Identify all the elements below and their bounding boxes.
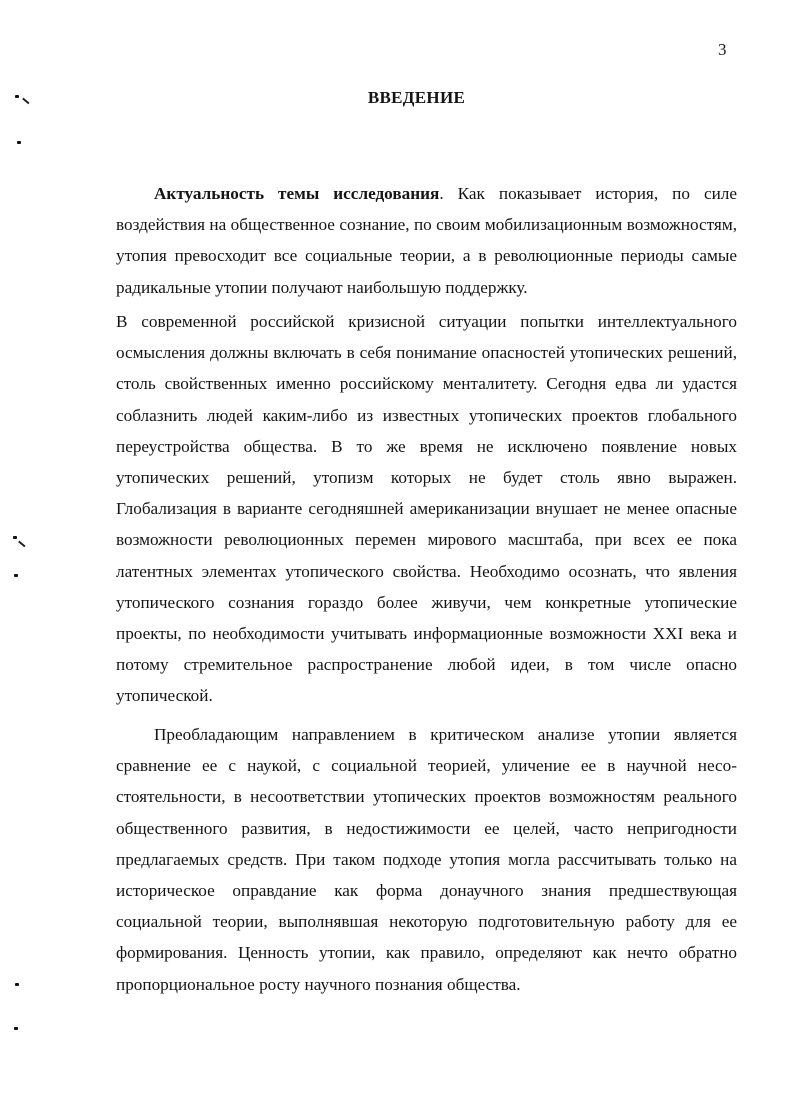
page-title: ВВЕДЕНИЕ xyxy=(367,88,466,107)
paragraph-critical-analysis xyxy=(116,719,737,1000)
scan-mark xyxy=(18,541,25,547)
paragraph-text: . Как показывает история, по силе воздействия на общественное сознание, по своим мобилизационным возможностям, утопия превосходит все социальные теории, а в революционные периоды самые радикальные утопии получают наибольшую поддержку. xyxy=(116,184,737,297)
paragraph-russian-crisis xyxy=(116,306,737,712)
scan-mark xyxy=(15,95,19,98)
scan-mark xyxy=(17,141,21,144)
scan-mark xyxy=(14,574,18,577)
page-number: 3 xyxy=(718,40,727,59)
paragraph-relevance xyxy=(116,178,737,303)
lead-term: Актуальность темы исследования xyxy=(154,184,440,203)
paragraph-text: В современной российской кризисной ситуации попытки интеллектуального осмысления должны включать в себя понимание опасностей утопических решений, столь свойственных именно российскому менталитету. Сегодня едва ли удастся соблазнить людей каким-либо из известных утопических проектов глобального переустройства общества. В то же время не исключено появление новых утопических решений, утопизм которых не будет столь явно выражен. Глобализация в варианте сегодняшней американизации внушает не менее опасные возможности революционных перемен мирового масштаба, при всех ее пока латентных элементах утопического свойства. Необходимо осознать, что явления утопического сознания гораздо более живучи, чем конкретные утопические проекты, по необходимости учитывать информационные возможности XXI века и потому стремительное распространение любой идеи, в том числе опасно утопической. xyxy=(116,312,737,706)
paragraph-text: Преобладающим направлением в критическом анализе утопии является сравнение ее с наукой, с социальной теорией, уличение ее в научной несостоятельности, в несоответствии утопических проектов возможностям реального общественного развития, в недостижимости ее целей, часто непригодности предлагаемых средств. При таком подходе утопия могла рассчитывать только на историческое оправдание как форма донаучного знания предшествующая социальной теории, выполнявшая некоторую подготовительную работу для ее формирования. Ценность утопии, как правило, определяют как нечто обратно пропорциональное росту научного познания общества. xyxy=(116,725,737,994)
scan-mark xyxy=(15,983,19,986)
scan-mark xyxy=(13,536,17,539)
scan-mark xyxy=(14,1027,18,1030)
